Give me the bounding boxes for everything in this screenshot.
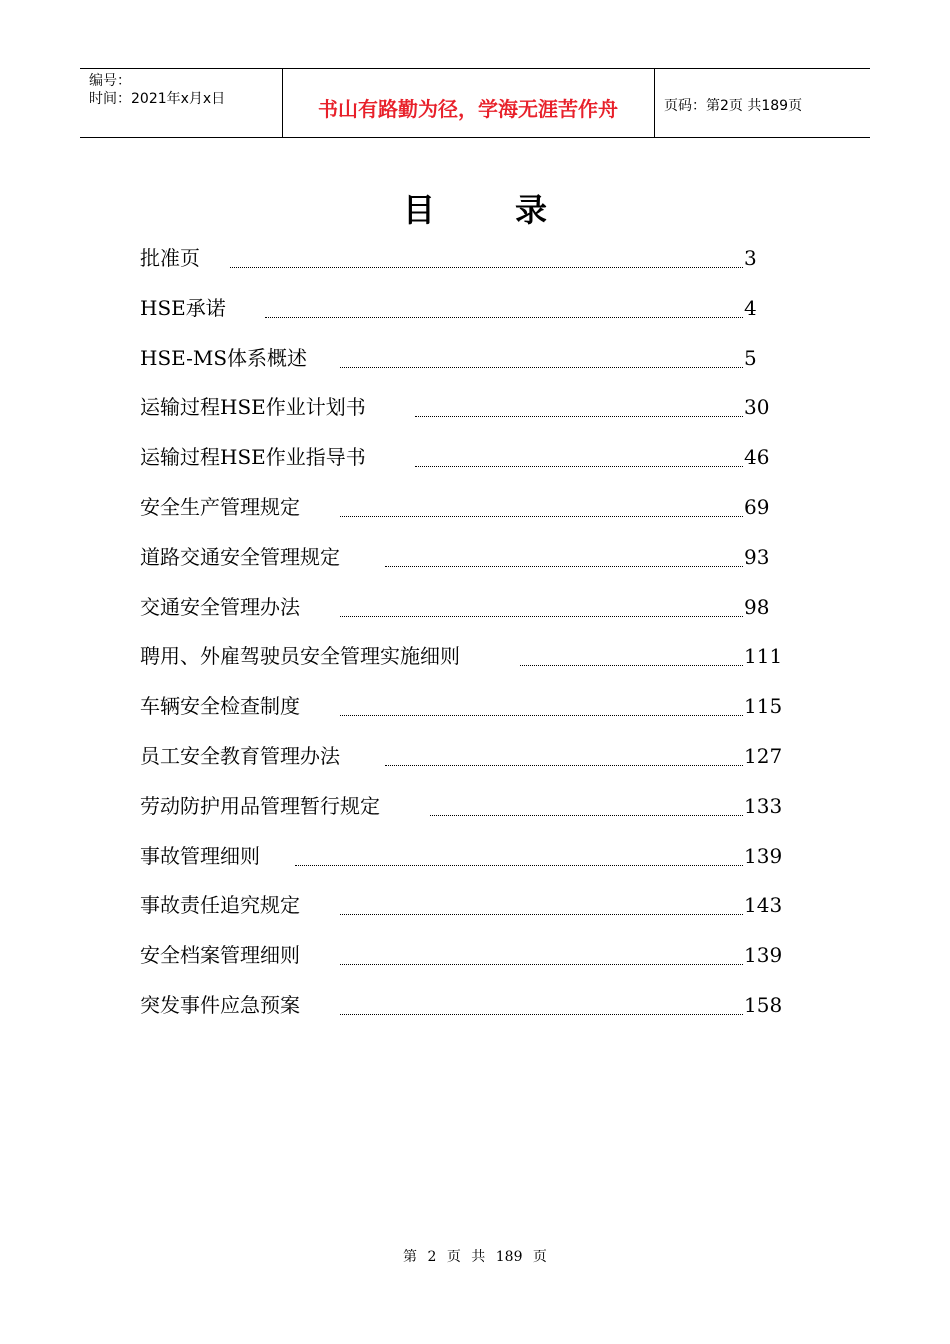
toc-entry[interactable] [140, 443, 780, 493]
toc-entry[interactable] [140, 941, 783, 991]
toc-entry-page: 158 [744, 992, 783, 1017]
header-middle-cell [282, 69, 655, 137]
toc-entry-page: 5 [744, 345, 757, 370]
toc-entry-label: HSE-MS体系概述 [140, 345, 308, 370]
toc-entry[interactable] [140, 543, 780, 593]
toc-entry-label: 安全档案管理细则 [140, 943, 300, 968]
toc-entry-page: 98 [744, 594, 770, 619]
toc-entry-label: 劳动防护用品管理暂行规定 [140, 793, 380, 818]
toc-entry-label: 运输过程HSE作业指导书 [140, 445, 366, 470]
page-header [80, 68, 870, 138]
toc-leader-dots [340, 964, 743, 965]
toc-entry[interactable] [140, 891, 783, 941]
toc-entry[interactable] [140, 792, 783, 842]
toc-entry-page: 127 [744, 743, 783, 768]
toc-entry[interactable] [140, 642, 783, 692]
toc-entry-page: 143 [744, 893, 783, 918]
toc-entry-page: 46 [744, 445, 770, 470]
toc-entry-label: 运输过程HSE作业计划书 [140, 395, 366, 420]
toc-entry[interactable] [140, 593, 780, 643]
toc-leader-dots [415, 466, 743, 467]
toc-entry-label: 事故责任追究规定 [140, 893, 300, 918]
toc-leader-dots [340, 715, 743, 716]
toc-leader-dots [295, 865, 743, 866]
toc-leader-dots [385, 566, 743, 567]
toc-leader-dots [265, 317, 743, 318]
toc-leader-dots [340, 616, 743, 617]
toc-entry[interactable] [140, 742, 783, 792]
toc-entry[interactable] [140, 244, 780, 294]
header-left-cell [80, 69, 283, 137]
toc-leader-dots [520, 665, 743, 666]
document-number-label: 编号： [89, 73, 131, 89]
toc-leader-dots [340, 914, 743, 915]
toc-entry-label: 车辆安全检查制度 [140, 694, 300, 719]
header-right-cell [655, 69, 870, 137]
toc-entry[interactable] [140, 842, 783, 892]
toc-entry-label: 聘用、外雇驾驶员安全管理实施细则 [140, 644, 460, 669]
toc-entry-page: 133 [744, 793, 783, 818]
toc-leader-dots [230, 267, 743, 268]
toc-entry-page: 115 [744, 694, 783, 719]
toc-entry[interactable] [140, 493, 780, 543]
toc-entry-label: 突发事件应急预案 [140, 992, 300, 1017]
toc-entry[interactable] [140, 991, 783, 1041]
toc-leader-dots [340, 1014, 743, 1015]
toc-entry-label: 批准页 [140, 246, 200, 270]
toc-entry[interactable] [140, 294, 780, 344]
toc-entry-page: 4 [744, 295, 757, 320]
toc-entry-page: 139 [744, 943, 783, 968]
toc-entry-page: 93 [744, 544, 770, 569]
page-footer: 第 2 页 共 189 页 [403, 1249, 547, 1265]
toc-entry-label: HSE承诺 [140, 295, 226, 320]
toc-entry-page: 139 [744, 843, 783, 868]
toc-entry-page: 111 [744, 644, 783, 669]
toc-entry-page: 69 [744, 494, 770, 519]
header-page-info: 页码：第2页 共189页 [664, 98, 803, 114]
toc-entry-label: 安全生产管理规定 [140, 494, 300, 519]
toc-leader-dots [340, 516, 743, 517]
toc-entry-label: 交通安全管理办法 [140, 594, 300, 619]
toc-entry-label: 事故管理细则 [140, 843, 260, 868]
toc-entry[interactable] [140, 344, 780, 394]
table-of-contents [140, 244, 783, 1041]
toc-entry-label: 道路交通安全管理规定 [140, 544, 340, 569]
toc-leader-dots [415, 416, 743, 417]
toc-entry[interactable] [140, 692, 783, 742]
toc-entry-page: 3 [744, 246, 757, 270]
toc-entry[interactable] [140, 393, 780, 443]
toc-leader-dots [340, 367, 743, 368]
toc-title: 目录 [402, 191, 627, 229]
toc-leader-dots [385, 765, 743, 766]
toc-entry-page: 30 [744, 395, 770, 420]
header-motto: 书山有路勤为径，学海无涯苦作舟 [318, 97, 618, 121]
toc-entry-label: 员工安全教育管理办法 [140, 743, 340, 768]
toc-leader-dots [430, 815, 743, 816]
document-date-label: 时间：2021年x月x日 [89, 91, 226, 107]
